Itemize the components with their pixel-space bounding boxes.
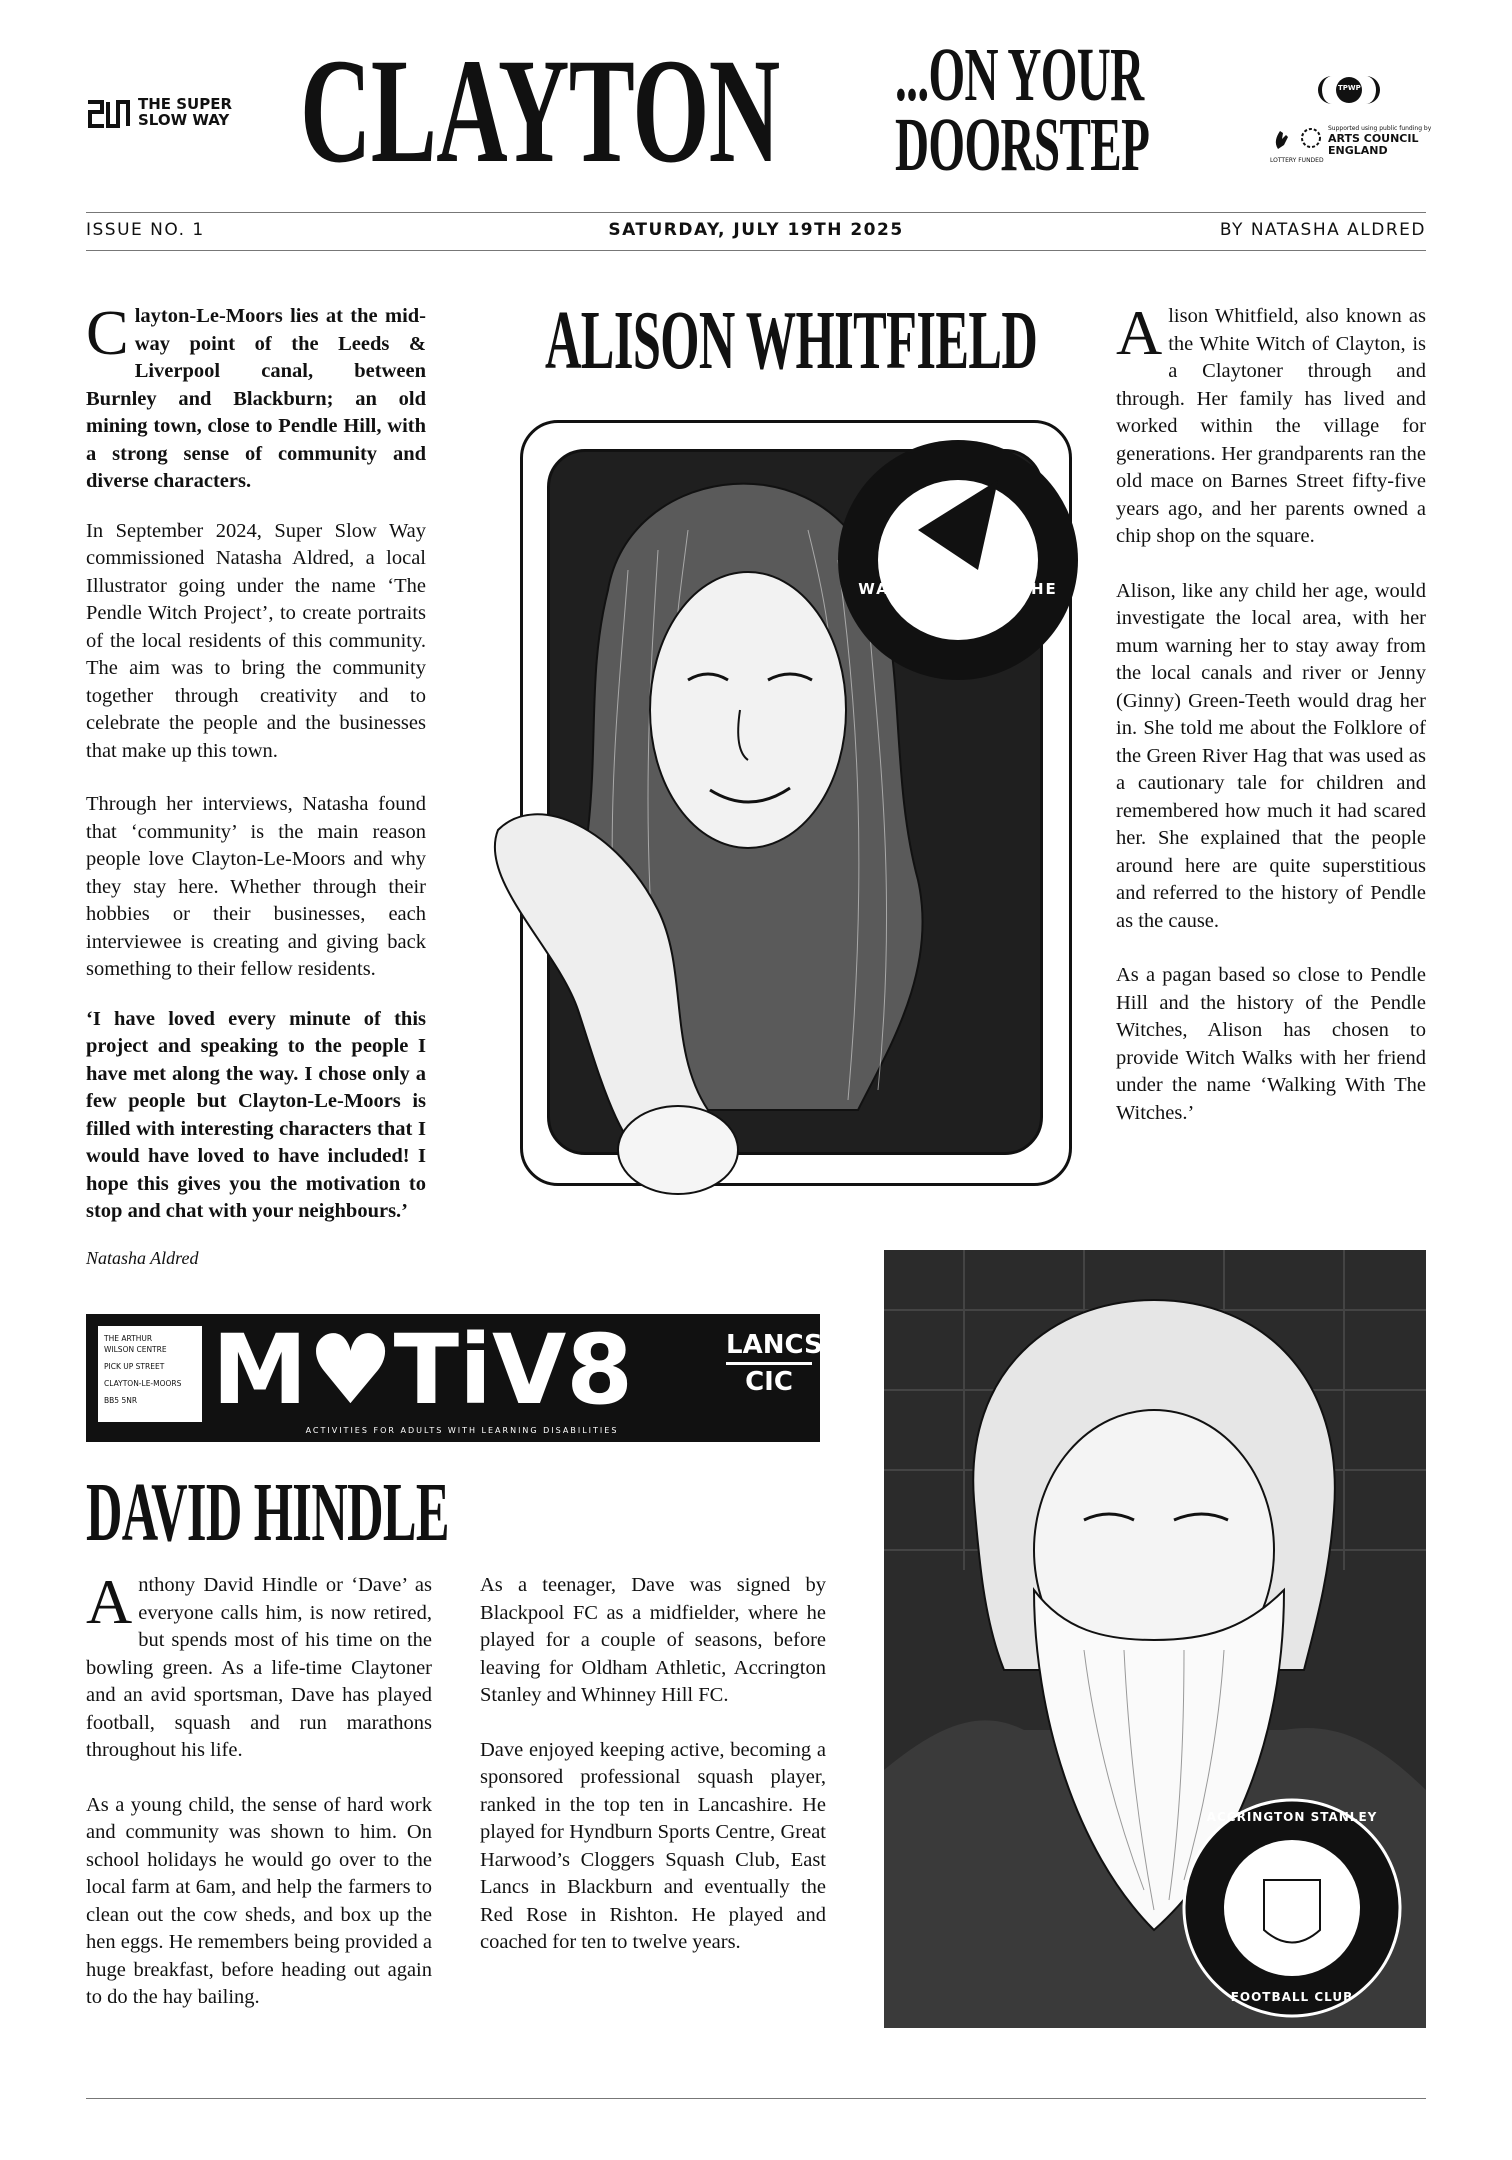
intro-quote: ‘I have loved every minute of this project and speaking to the people I have met along the way. I chose only a few people but Clayton-Le-Moors is filled with interesting characters that I would have loved to have included! I hope this gives you the motivation to stop and chat with your neighbours.’ xyxy=(86,1007,426,1222)
masthead xyxy=(0,0,1512,210)
alison-paragraph-1-text: lison Whitfield, also known as the White Witch of Clayton, is a Claytoner through and through. Her family has lived and worked within the village for generations. Her grandparents ran the old mace on Barnes Street fifty-five years ago, and her parents owned a chip shop on the square. xyxy=(1116,305,1426,547)
david-portrait-illustration xyxy=(884,1250,1426,2028)
bottom-rule xyxy=(86,2098,1426,2099)
alison-portrait-illustration xyxy=(478,410,1100,1240)
motiv8-lancs-cic xyxy=(726,1328,823,1399)
super-slow-way-mark-icon xyxy=(86,98,130,130)
issue-date: SATURDAY, JULY 19TH 2025 xyxy=(608,220,904,240)
issue-bar-rule xyxy=(86,250,1426,251)
intro-paragraph-1 xyxy=(86,297,426,496)
masthead-subtitle-line-2: DOORSTEP xyxy=(895,103,1150,187)
motiv8-address-line-4: CLAYTON-LE-MOORS xyxy=(104,1379,182,1388)
david-dropcap: A xyxy=(86,1566,133,1637)
alison-heading: ALISON WHITFIELD xyxy=(545,294,1038,387)
alison-paragraph-1 xyxy=(1116,297,1426,551)
partner-logo-line-1: THE SUPER xyxy=(138,95,233,113)
david-paragraph-2: As a young child, the sense of hard work and community was shown to him. On school holidays he would go over to the local farm at 6am, and help the farmers to clean out the cow sheds, and box up the hen eggs. He remembers being provided a huge breakfast, before heading out again to do the hay bailing. xyxy=(86,1793,432,2008)
motiv8-address-line-5: BB5 5NR xyxy=(104,1396,138,1405)
walking-with-witches-arc-text: WALKING WITH THE WITCHES xyxy=(858,580,1058,616)
masthead-title: CLAYTON xyxy=(300,28,780,194)
pendle-witch-project-logo xyxy=(1318,72,1380,108)
alison-paragraph-3: As a pagan based so close to Pendle Hill and the history of the Pendle Witches, Alison has chosen to provide Witch Walks with her friend under the name ‘Walking With The Witches.’ xyxy=(1116,964,1426,1124)
accrington-badge-top-text: ACCRINGTON STANLEY xyxy=(1206,1810,1378,1824)
david-paragraph-1-text: nthony David Hindle or ‘Dave’ as everyone calls him, is now retired, but spends most of his time on the bowling green. As a life-time Claytoner and an avid sportsman, Dave has played football, squash and run marathons throughout his life. xyxy=(86,1574,432,1761)
arts-council-logo xyxy=(1270,125,1440,169)
intro-paragraph-2: In September 2024, Super Slow Way commissioned Natasha Aldred, a local Illustrator going under the name ‘The Pendle Witch Project’, to create portraits of the local residents of this community. The aim was to bring the community together through creativity and to celebrate the people and the businesses that make up this town. xyxy=(86,519,426,762)
motiv8-cic: CIC xyxy=(745,1367,793,1397)
arts-council-line-1: ARTS COUNCIL xyxy=(1328,132,1419,145)
intro-paragraph-3: Through her interviews, Natasha found that ‘community’ is the main reason people love Clayton-Le-Moors and why they stay here. Whether through their hobbies or their businesses, each interviewee is creating and giving back something to their fellow residents. xyxy=(86,793,426,980)
arts-council-line-2: ENGLAND xyxy=(1328,144,1388,157)
motiv8-address-line-2: WILSON CENTRE xyxy=(104,1345,167,1354)
alison-column xyxy=(1116,297,1426,1127)
tpwp-text: TPWP xyxy=(1338,84,1361,92)
masthead-subtitle-line-1: ...ON YOUR xyxy=(895,33,1144,117)
motiv8-logo xyxy=(212,1314,712,1426)
alison-paragraph-2: Alison, like any child her age, would investigate the local area, with her mum warning her to stay away from the local canals and river or Jenny (Ginny) Green-Teeth would drag her in. She told me about the Folklore of the Green River Hag that was used as a cautionary tale for children and remembered how much it had scared her. She explained that the people around here are quite superstitious and referred to the history of Pendle as the cause. xyxy=(1116,579,1426,932)
motiv8-logo-rest: TiV8 xyxy=(393,1314,634,1426)
intro-dropcap: C xyxy=(86,297,129,368)
masthead-title-wrap xyxy=(300,28,880,194)
accrington-badge-bottom-text: FOOTBALL CLUB xyxy=(1230,1990,1354,2004)
lottery-funded-text: LOTTERY FUNDED xyxy=(1270,157,1324,164)
lottery-crossed-fingers-icon xyxy=(1270,127,1294,151)
motiv8-tagline: ACTIVITIES FOR ADULTS WITH LEARNING DISABILITIES xyxy=(305,1426,619,1435)
david-column-2 xyxy=(480,1572,826,1957)
david-column-1 xyxy=(86,1566,432,2012)
alison-portrait-drawing xyxy=(478,410,1100,1240)
issue-number: ISSUE NO. 1 xyxy=(86,220,205,240)
david-paragraph-3: As a teenager, Dave was signed by Blackpool FC as a midfielder, where he played for a couple of seasons, before leaving for Oldham Athletic, Accrington Stanley and Whinney Hill FC. xyxy=(480,1574,826,1706)
motiv8-lancs: LANCS xyxy=(726,1328,812,1365)
partner-logo-line-2: SLOW WAY xyxy=(138,111,230,129)
motiv8-heart-icon: ♥ xyxy=(307,1314,394,1426)
intro-column xyxy=(86,297,426,1269)
david-heading: DAVID HINDLE xyxy=(86,1466,449,1559)
top-rule xyxy=(86,212,1426,213)
arts-council-circle-icon xyxy=(1300,127,1322,149)
david-paragraph-1 xyxy=(86,1566,432,1765)
motiv8-address-line-3: PICK UP STREET xyxy=(104,1362,165,1371)
alison-heading-wrap xyxy=(545,294,1085,387)
intro-paragraph-1-text: layton-Le-Moors lies at the mid-way point of the Leeds & Liverpool canal, between Burnley and Blackburn; an old mining town, close to Pendle Hill, with a strong sense of community and diverse characters. xyxy=(86,305,426,492)
issue-bar xyxy=(86,220,1426,246)
alison-dropcap: A xyxy=(1116,297,1163,368)
masthead-subtitle xyxy=(895,33,1235,190)
david-portrait-drawing xyxy=(884,1250,1426,2028)
motiv8-logo-m: M xyxy=(212,1314,308,1426)
motiv8-banner xyxy=(86,1314,823,1442)
motiv8-address-box xyxy=(98,1326,202,1422)
david-heading-wrap xyxy=(86,1466,506,1559)
david-paragraph-4: Dave enjoyed keeping active, becoming a sponsored professional squash player, ranked in the top ten in Lancashire. He played for Hyndburn Sports Centre, Great Harwood’s Cloggers Squash Club, East Lancs in Blackburn and eventually the Red Rose in Rishton. He played and coached for ten to twelve years. xyxy=(480,1738,826,1953)
motiv8-address-line-1: THE ARTHUR xyxy=(104,1334,153,1343)
intro-signature: Natasha Aldred xyxy=(86,1247,199,1268)
super-slow-way-logo xyxy=(86,96,246,132)
funding-small-text: Supported using public funding by xyxy=(1328,125,1432,132)
issue-byline: BY NATASHA ALDRED xyxy=(1219,220,1426,240)
